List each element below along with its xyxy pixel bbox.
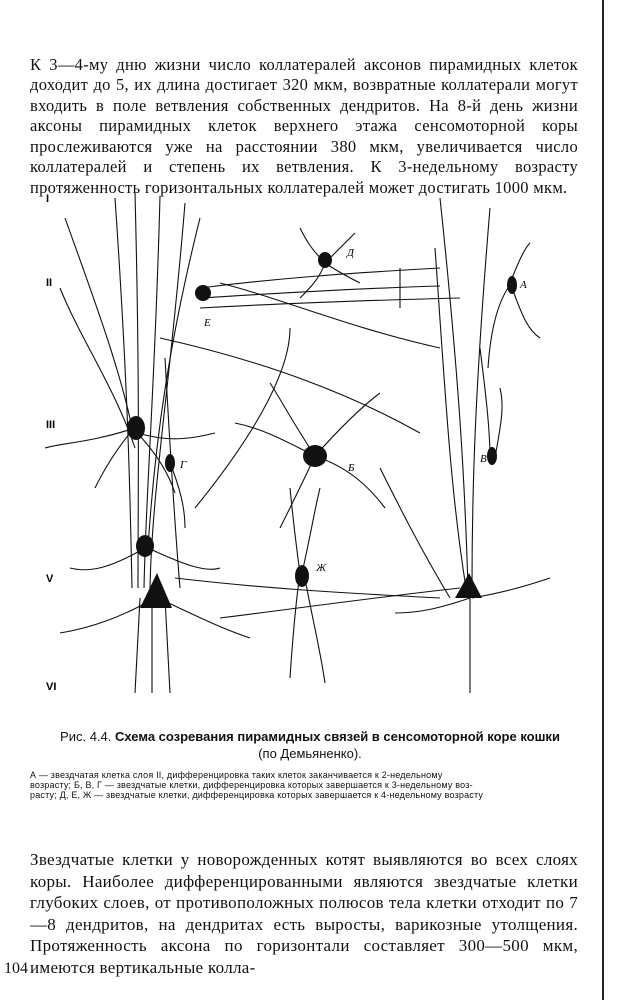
- neuron-figure: [20, 188, 595, 708]
- figure-legend: [30, 770, 588, 800]
- paragraph-bottom: Звездчатые клетки у новорожденных котят выявляются во всех слоях коры. Наиболее дифференцированными являются звездчатые клетки глубоких слоев, от противоположных полюсов тела клетки отходит по 7—8 дендритов, на дендритах есть выросты, варикозные утолщения. Протяженность аксона по горизонтали составляет 300—500 мкм, имеются вертикальные колла-: [30, 850, 578, 977]
- cell-label: Б: [348, 462, 355, 474]
- page-edge-line: [602, 0, 604, 1000]
- cell-label: В: [480, 453, 487, 465]
- figure-caption: [20, 728, 600, 762]
- cell-label: А: [520, 279, 527, 291]
- caption-source: (по Демьяненко).: [258, 746, 362, 761]
- layer-label: VI: [46, 681, 57, 693]
- cell-label: Е: [204, 317, 211, 329]
- cell-label: Г: [180, 459, 187, 471]
- caption-prefix: Рис. 4.4.: [60, 729, 112, 744]
- cell-label: Д: [347, 247, 354, 259]
- legend-line: расту; Д, Е, Ж — звездчатые клетки, дифференцировка которых завершается к 4-недельному возрасту: [30, 790, 484, 800]
- cell-label: Ж: [316, 562, 327, 574]
- legend-line: А — звездчатая клетка слоя II, дифференцировка таких клеток заканчивается к 2-недельному: [30, 770, 443, 780]
- layer-label: III: [46, 419, 56, 431]
- paragraph-top: К 3—4-му дню жизни число коллатералей аксонов пирамидных клеток доходит до 5, их длина достигает 320 мкм, возвратные коллатерали могут входить в поле ветвления собственных дендритов. На 8-й день жизни аксоны пирамидных клеток верхнего этажа сенсомоторной коры прослеживаются уже на расстоянии 380 мкм, увеличивается число коллатералей и степень их ветвления. К 3-недельному возрасту протяженность горизонтальных коллатералей может достигать 1000 мкм.: [30, 54, 578, 197]
- layer-label: II: [46, 277, 53, 289]
- page-number: 104: [4, 960, 28, 977]
- layer-label: I: [46, 193, 50, 205]
- layer-label: V: [46, 573, 54, 585]
- caption-title: Схема созревания пирамидных связей в сенсомоторной коре кошки: [115, 729, 560, 744]
- legend-line: возрасту; Б, В, Г — звездчатые клетки, дифференцировка которых завершается к 3-недельному воз-: [30, 780, 473, 790]
